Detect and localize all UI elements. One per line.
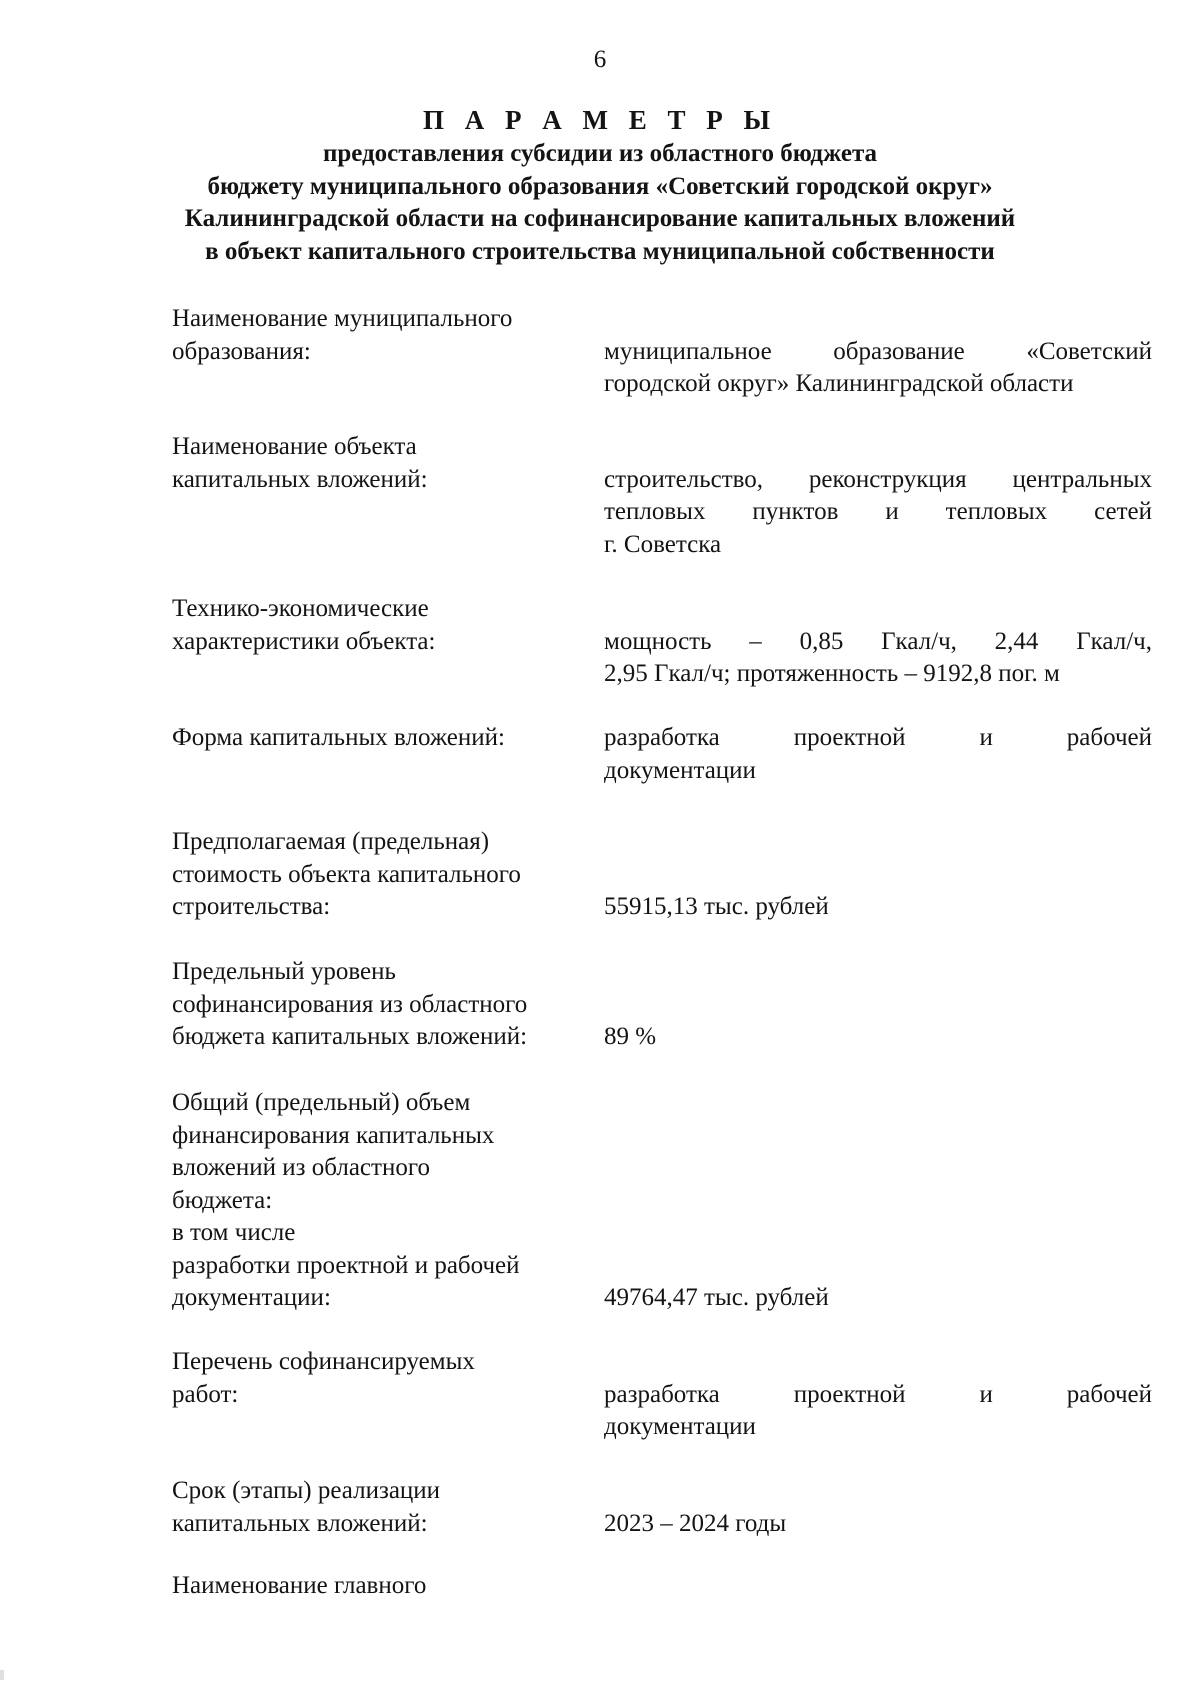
value-line: разработка проектной и рабочей (604, 1380, 1152, 1408)
value-line: муниципальное образование «Советский (604, 337, 1152, 365)
label-line: стоимость объекта капитального (172, 860, 521, 888)
label-line: Перечень софинансируемых (172, 1348, 475, 1375)
value-line: 2023 – 2024 годы (604, 1509, 787, 1537)
heading-line-2: бюджету муниципального образования «Советский городской округ» (207, 172, 993, 200)
heading-line-3: Калининградской области на софинансирование капитальных вложений (184, 205, 1016, 232)
param-label (172, 826, 592, 924)
param-label (172, 722, 592, 755)
param-value (604, 626, 1152, 691)
label-line: Наименование муниципального (172, 305, 513, 332)
value-line: тепловых пунктов и тепловых сетей (604, 498, 1152, 525)
value-line: 2,95 Гкал/ч; протяженность – 9192,8 пог. м (604, 660, 1060, 687)
value-line: документации (604, 1413, 756, 1440)
label-line: софинансирования из областного (172, 990, 528, 1018)
page-number: 6 (593, 46, 607, 73)
param-label (172, 303, 592, 368)
param-label (172, 431, 592, 496)
label-line: разработки проектной и рабочей (172, 1251, 520, 1279)
label-line: Наименование главного (172, 1572, 427, 1599)
label-line: Технико-экономические (172, 595, 429, 622)
param-value (604, 336, 1152, 401)
param-label (172, 1087, 592, 1315)
label-line: в том числе (172, 1219, 296, 1246)
param-value (604, 1282, 1152, 1315)
param-value (604, 722, 1152, 787)
label-line: Срок (этапы) реализации (172, 1477, 441, 1504)
param-label (172, 1475, 592, 1540)
value-line: 89 % (604, 1023, 657, 1050)
value-line: 55915,13 тыс. рублей (604, 893, 829, 920)
label-line: Наименование объекта (172, 433, 417, 460)
heading-title: П А Р А М Е Т Р Ы (423, 105, 777, 135)
value-line: мощность – 0,85 Гкал/ч, 2,44 Гкал/ч, (604, 627, 1152, 655)
label-line: строительства: (172, 893, 331, 920)
heading-line-4: в объект капитального строительства муниципальной собственности (205, 237, 995, 265)
param-value (604, 1508, 1152, 1541)
label-line: работ: (172, 1380, 239, 1408)
param-value (604, 464, 1152, 562)
label-line: бюджета: (172, 1186, 273, 1214)
value-line: г. Советска (604, 530, 722, 558)
param-label (172, 1570, 592, 1603)
param-value (604, 1379, 1152, 1444)
value-line: 49764,47 тыс. рублей (604, 1284, 829, 1311)
param-label (172, 956, 592, 1054)
label-line: вложений из областного (172, 1154, 430, 1181)
param-label (172, 1346, 592, 1411)
label-line: капитальных вложений: (172, 465, 428, 493)
label-line: документации: (172, 1284, 331, 1311)
label-line: капитальных вложений: (172, 1509, 428, 1537)
label-line: Предполагаемая (предельная) (172, 828, 490, 855)
param-value (604, 1021, 1152, 1054)
value-line: документации (604, 756, 756, 784)
document-heading (150, 102, 1050, 268)
label-line: бюджета капитальных вложений: (172, 1023, 528, 1050)
value-line: разработка проектной и рабочей (604, 724, 1152, 751)
heading-line-1: предоставления субсидии из областного бюджета (322, 140, 878, 167)
scan-margin-mark (0, 1670, 4, 1680)
label-line: финансирования капитальных (172, 1121, 495, 1149)
value-line: строительство, реконструкция центральных (604, 465, 1152, 493)
param-value (604, 891, 1152, 924)
value-line: городской округ» Калининградской области (604, 370, 1074, 397)
label-line: Предельный уровень (172, 958, 396, 985)
label-line: образования: (172, 337, 311, 365)
param-label (172, 593, 592, 658)
label-line: Общий (предельный) объем (172, 1089, 471, 1116)
label-line: Форма капитальных вложений: (172, 724, 505, 751)
label-line: характеристики объекта: (172, 627, 436, 655)
